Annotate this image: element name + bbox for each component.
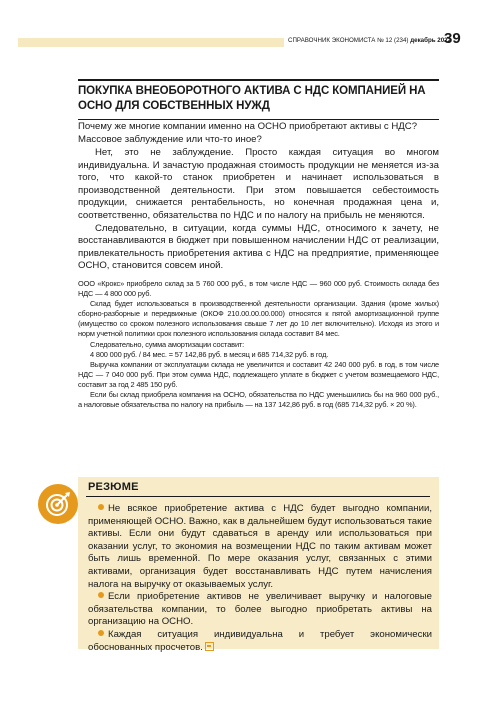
example-paragraph: Выручка компании от эксплуатации склада не увеличится и составит 42 240 000 руб. в год, в том числе НДС — 7 040 000 руб. При этом сумма НДС, подлежащего уплате в бюджет с учетом возмещаемого НДС, составит за год 2 485 150 руб.: [78, 359, 439, 389]
title-rule-bottom: [78, 119, 439, 120]
example-paragraph: 4 800 000 руб. / 84 мес. = 57 142,86 руб. в месяц и 685 714,32 руб. в год.: [90, 349, 329, 359]
article-title: ПОКУПКА ВНЕОБОРОТНОГО АКТИВА С НДС КОМПАНИЕЙ НА ОСНО ДЛЯ СОБСТВЕННЫХ НУЖД: [78, 85, 426, 112]
question-text: Почему же многие компании именно на ОСНО приобретают активы с НДС? Массовое заблуждение или что-то иное?: [78, 121, 418, 145]
issue-date: декабрь 2022: [410, 37, 452, 44]
title-rule-top: [78, 79, 439, 81]
resume-item: Каждая ситуация индивидуальна и требует экономически обоснованных просчетов.: [88, 628, 432, 653]
example-paragraph: Склад будет использоваться в производственной деятельности организации. Здания (кроме жилых) сборно-разборные и передвижные (ОКОФ 210.00.00.00.000) относятся к пятой амортизационной группе (имущество со сроком полезного использования свыше 7 лет до 10 лет включительно). Исходя из этого и норм учетной политики срок полезного использования склада составит 84 мес.: [78, 299, 439, 339]
resume-list: [88, 503, 432, 654]
resume-title: РЕЗЮМЕ: [88, 481, 139, 493]
resume-item: Не всякое приобретение актива с НДС будет выгодно компании, применяющей ОСНО. Важно, как в дальнейшем будут использоваться такие активы. Если они будут сдаваться в аренду или использоваться при оказании услуг, то экономия на возмещении НДС по таким активам может быть лишь временной. По мере оказания услуг, связанных с этими активами, организация будет восстанавливать НДС путем начисления налога на выручку от оказываемых услуг.: [88, 503, 432, 590]
end-of-article-icon: [205, 642, 214, 651]
bullet-icon: [98, 592, 104, 598]
article-body: [78, 147, 439, 273]
header-band: [18, 38, 284, 47]
body-paragraph: Следовательно, в ситуации, когда суммы НДС, относимого к зачету, не восстанавливаются в бюджет при повышенном начислении НДС от реализации, привлекательность приобретения актива с НДС на предприятие, применяющее ОСНО, становится совсем иной.: [78, 222, 439, 272]
example-paragraph: Если бы склад приобрела компания на ОСНО, обязательства по НДС уменьшились бы на 960 000 руб., а налоговые обязательства по налогу на прибыль — на 137 142,86 руб. в год (685 714,32 руб. × 20 %).: [78, 390, 439, 410]
resume-item: Если приобретение активов не увеличивает выручку и налоговые обязательства компании, то более выгодно приобретать активы на организацию на ОСНО.: [88, 591, 432, 628]
resume-rule: [86, 496, 430, 497]
target-icon: [38, 484, 78, 524]
example-paragraph: ООО «Крокс» приобрело склад за 5 760 000 руб., в том числе НДС — 960 000 руб. Стоимость склада без НДС — 4 800 000 руб.: [78, 279, 439, 299]
running-header: [288, 37, 451, 44]
body-paragraph: Нет, это не заблуждение. Просто каждая ситуация во многом индивидуальна. И зачастую продажная стоимость продукции не меняется из-за того, что какой-то станок приобретен и начинает использоваться в производственной деятельности. При этом повышается себестоимость продукции, снижается рентабельность, но конечная продажная цена и, соответственно, обязательства по НДС и по налогу на прибыль не меняются.: [78, 147, 439, 221]
page-number: 39: [444, 30, 461, 47]
journal-name: СПРАВОЧНИК ЭКОНОМИСТА № 12 (234): [288, 37, 409, 44]
example-block: [78, 279, 439, 410]
bullet-icon: [98, 630, 104, 636]
example-paragraph: Следовательно, сумма амортизации составит:: [90, 339, 245, 349]
bullet-icon: [98, 504, 104, 510]
